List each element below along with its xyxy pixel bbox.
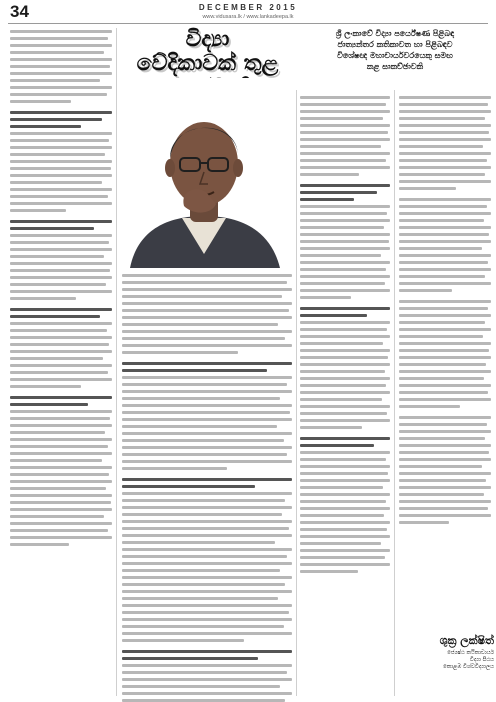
author-signature xyxy=(418,634,494,671)
title-line: විද්‍යා xyxy=(185,27,230,52)
header-divider xyxy=(8,23,488,24)
author-role: කොළඹ විශ්වවිද්‍යාලය xyxy=(443,664,494,670)
portrait-photo xyxy=(120,78,288,268)
column-divider xyxy=(394,90,395,696)
intro-line: ජාත්‍යන්තර කතිකාවත හා පිළිබඳව xyxy=(337,40,453,49)
author-role: ජ්‍යෙෂ්ඨ කථිකාචාර්ය xyxy=(447,650,494,656)
intro-line: විශේෂඥ මහාචාර්යවරයෙකු සමඟ xyxy=(337,51,453,60)
article-column-4 xyxy=(399,96,491,528)
intro-line: කළ සාකච්ඡාවකි xyxy=(366,62,424,71)
article-column-3 xyxy=(300,96,390,577)
title-line: වේදිකාවක් තුළ xyxy=(136,51,279,76)
column-divider xyxy=(116,28,117,696)
magazine-date: DECEMBER 2015 xyxy=(198,3,298,12)
magazine-url: www.vidusara.lk / www.lankadeepa.lk xyxy=(202,14,294,20)
article-column-1 xyxy=(10,30,112,550)
article-intro xyxy=(300,28,490,72)
page-number: 34 xyxy=(10,2,29,21)
intro-line: ශ්‍රී ලංකාවේ විද්‍යා පර්යේෂණ පිළිබඳ xyxy=(335,29,455,38)
article-column-2 xyxy=(122,274,292,702)
column-divider xyxy=(296,90,297,696)
author-role: විද්‍යා පීඨය xyxy=(469,657,494,663)
author-name: ශුක්‍ර ලක්ෂිත් xyxy=(439,634,494,647)
